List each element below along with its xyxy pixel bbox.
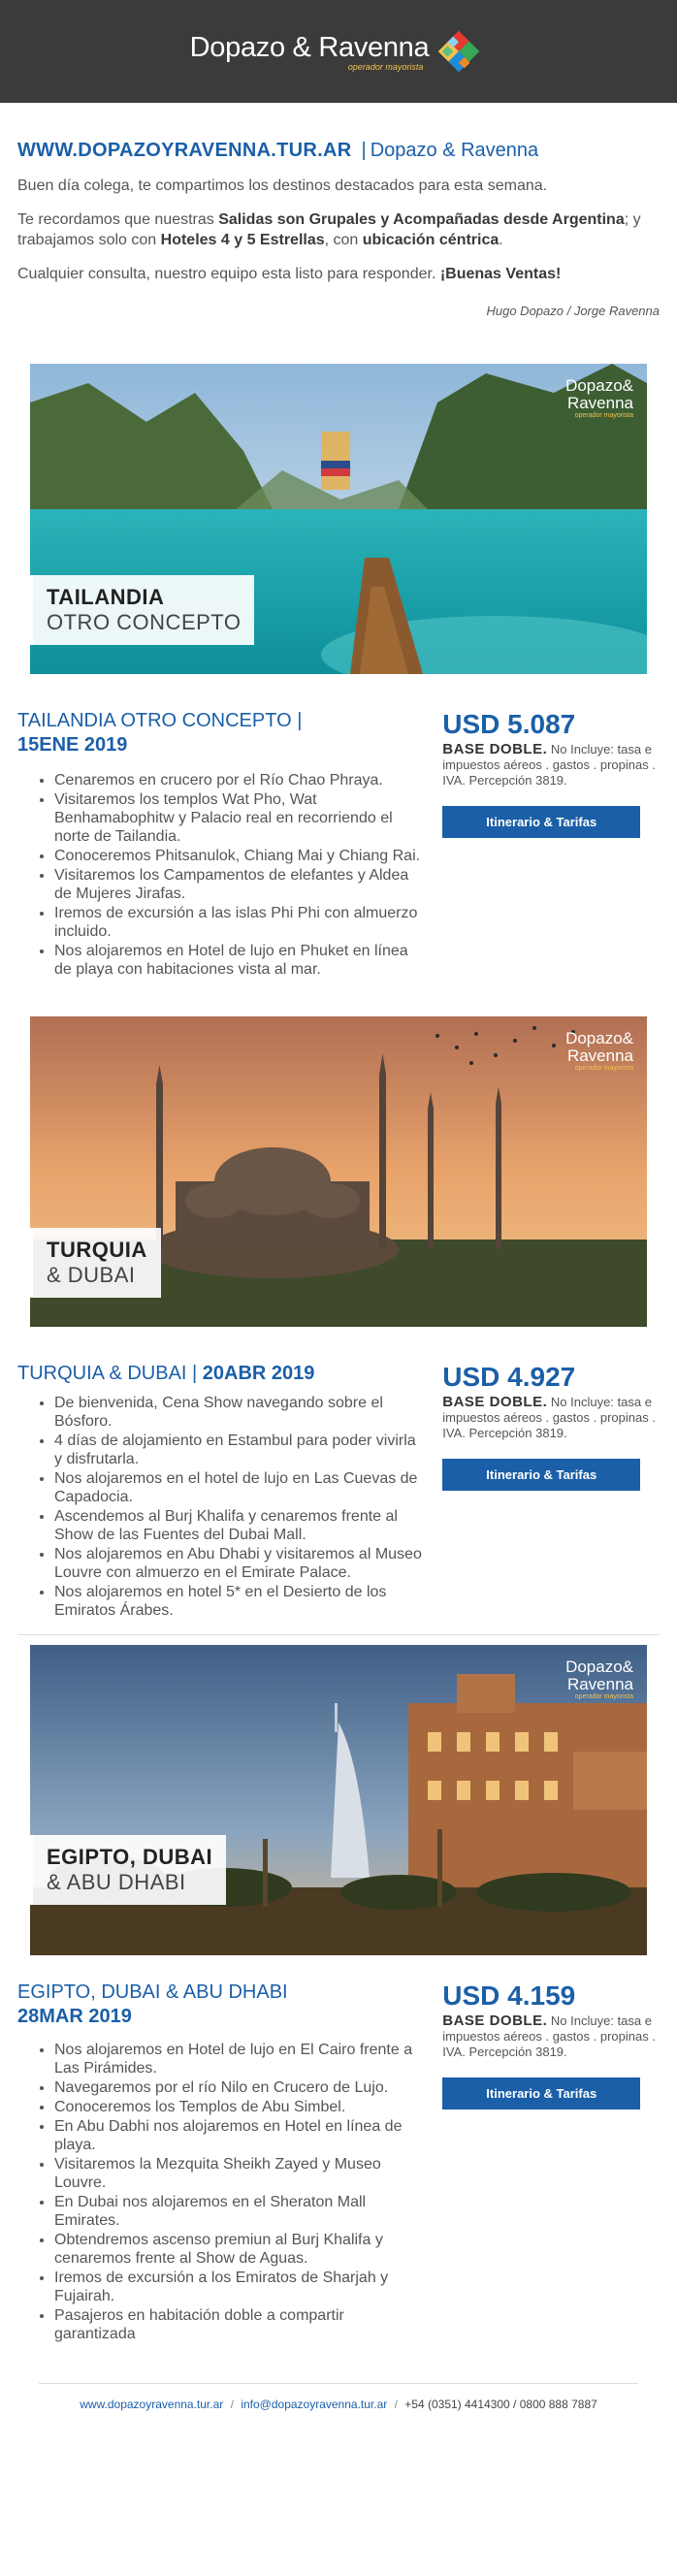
list-item: • En Abu Dabhi nos alojaremos en Hotel en línea de playa.: [54, 2117, 425, 2154]
trip-highlights: [54, 2041, 425, 2343]
list-item: • Obtendremos ascenso premiun al Burj Khalifa y cenaremos frente al Show de Aguas.: [54, 2231, 425, 2268]
price-conditions: BASE DOBLE. No Incluye: tasa e impuestos aéreos . gastos . propinas . IVA. Percepción 3819.: [442, 2012, 656, 2059]
list-item: • Pasajeros en habitación doble a compartir garantizada: [54, 2306, 425, 2343]
trip-image-tailandia[interactable]: [30, 364, 647, 674]
list-item: • Nos alojaremos en Hotel de lujo en Phuket en línea de playa con habitaciones vista al mar.: [54, 942, 425, 979]
intro-section: [0, 103, 677, 284]
footer: www.dopazoyravenna.tur.ar / info@dopazoyravenna.tur.ar / +54 (0351) 4414300 / 0800 888 7887: [80, 2398, 597, 2411]
logo-subtitle: operador mayorista: [347, 61, 424, 72]
list-item: • Navegaremos por el río Nilo en Crucero de Lujo.: [54, 2078, 425, 2097]
list-item: • Nos alojaremos en hotel 5* en el Desierto de los Emiratos Árabes.: [54, 1583, 425, 1620]
trip-date: 28MAR 2019: [17, 2006, 132, 2027]
list-item: • Nos alojaremos en el hotel de lujo en Las Cuevas de Capadocia.: [54, 1469, 425, 1506]
logo-name: Dopazo & Ravenna: [189, 31, 430, 63]
trip-image-turquia[interactable]: [30, 1016, 647, 1327]
list-item: • Cenaremos en crucero por el Río Chao Phraya.: [54, 771, 425, 789]
trip-title[interactable]: EGIPTO, DUBAI & ABU DHABI 28MAR 2019: [17, 1981, 288, 2027]
footer-phone: +54 (0351) 4414300 / 0800 888 7887: [404, 2398, 597, 2411]
trip-title[interactable]: TAILANDIA OTRO CONCEPTO | 15ENE 2019: [17, 710, 303, 756]
itinerary-button[interactable]: Itinerario & Tarifas: [442, 1459, 640, 1491]
footer-web-link[interactable]: www.dopazoyravenna.tur.ar: [80, 2398, 224, 2411]
list-item: • Conoceremos los Templos de Abu Simbel.: [54, 2098, 425, 2116]
image-title-box: TAILANDIA OTRO CONCEPTO: [30, 575, 254, 645]
reminder-text: Te recordamos que nuestras Salidas son Grupales y Acompañadas desde Argentina; y trabajamos solo con Hoteles 4 y 5 Estrellas, con ubicación céntrica.: [17, 211, 641, 248]
dubai-skyline-illustration: [30, 1645, 647, 1955]
trip-card-egipto: [0, 1645, 677, 2344]
list-item: • En Dubai nos alojaremos en el Sheraton Mall Emirates.: [54, 2193, 425, 2230]
image-brand-logo: Dopazo& Ravenna operador mayorista: [565, 1658, 633, 1700]
trip-title[interactable]: TURQUIA & DUBAI | 20ABR 2019: [17, 1363, 315, 1384]
list-item: • Nos alojaremos en Abu Dhabi y visitaremos al Museo Louvre con almuerzo en el Emirate Palace.: [54, 1545, 425, 1582]
trip-image-egipto[interactable]: [30, 1645, 647, 1955]
list-item: • Visitaremos la Mezquita Sheikh Zayed y Museo Louvre.: [54, 2155, 425, 2192]
site-url-link[interactable]: WWW.DOPAZOYRAVENNA.TUR.AR: [17, 140, 352, 161]
image-brand-logo: Dopazo& Ravenna operador mayorista: [565, 376, 633, 419]
signature: Hugo Dopazo / Jorge Ravenna: [486, 304, 660, 318]
price-conditions: BASE DOBLE. No Incluye: tasa e impuestos aéreos . gastos . propinas . IVA. Percepción 3819.: [442, 741, 656, 788]
list-item: • Nos alojaremos en Hotel de lujo en El Cairo frente a Las Pirámides.: [54, 2041, 425, 2077]
trip-date: 20ABR 2019: [202, 1363, 315, 1384]
brand-logo[interactable]: [190, 23, 488, 80]
list-item: • Visitaremos los Campamentos de elefantes y Aldea de Mujeres Jirafas.: [54, 866, 425, 903]
list-item: • De bienvenida, Cena Show navegando sobre el Bósforo.: [54, 1394, 425, 1431]
trip-price: USD 5.087: [442, 709, 576, 739]
list-item: • Iremos de excursión a las islas Phi Phi con almuerzo incluido.: [54, 904, 425, 941]
site-line: [17, 140, 660, 162]
trip-price: USD 4.927: [442, 1362, 576, 1392]
trip-highlights: [54, 1394, 425, 1620]
image-title-box: TURQUIA & DUBAI: [30, 1228, 161, 1298]
trip-card-tailandia: [0, 364, 677, 980]
greeting-text: Buen día colega, te compartimos los destinos destacados para esta semana.: [17, 177, 548, 194]
list-item: • Conoceremos Phitsanulok, Chiang Mai y Chiang Rai.: [54, 847, 425, 865]
trip-price: USD 4.159: [442, 1980, 576, 2011]
logo-mosaic-icon: [431, 23, 487, 80]
footer-email-link[interactable]: info@dopazoyravenna.tur.ar: [241, 2398, 388, 2411]
trip-date: 15ENE 2019: [17, 734, 128, 756]
trip-card-turquia: [0, 1016, 677, 1621]
price-conditions: BASE DOBLE. No Incluye: tasa e impuestos aéreos . gastos . propinas . IVA. Percepción 3819.: [442, 1394, 656, 1440]
contact-text: Cualquier consulta, nuestro equipo esta listo para responder. ¡Buenas Ventas!: [17, 266, 562, 282]
site-separator: |: [361, 140, 367, 161]
list-item: • Ascendemos al Burj Khalifa y cenaremos frente al Show de las Fuentes del Dubai Mall.: [54, 1507, 425, 1544]
trip-highlights: [54, 771, 425, 979]
divider: [17, 1634, 660, 1635]
list-item: • Iremos de excursión a los Emiratos de Sharjah y Fujairah.: [54, 2269, 425, 2305]
itinerary-button[interactable]: Itinerario & Tarifas: [442, 2077, 640, 2109]
itinerary-button[interactable]: Itinerario & Tarifas: [442, 806, 640, 838]
header-bar: [0, 0, 677, 103]
image-brand-logo: Dopazo& Ravenna operador mayorista: [565, 1029, 633, 1072]
site-name: Dopazo & Ravenna: [370, 140, 539, 161]
image-title-box: EGIPTO, DUBAI & ABU DHABI: [30, 1835, 226, 1905]
list-item: • Visitaremos los templos Wat Pho, Wat Benhamabophitw y Palacio real en recorriendo el norte de Tailandia.: [54, 790, 425, 846]
list-item: • 4 días de alojamiento en Estambul para poder vivirla y disfrutarla.: [54, 1432, 425, 1468]
